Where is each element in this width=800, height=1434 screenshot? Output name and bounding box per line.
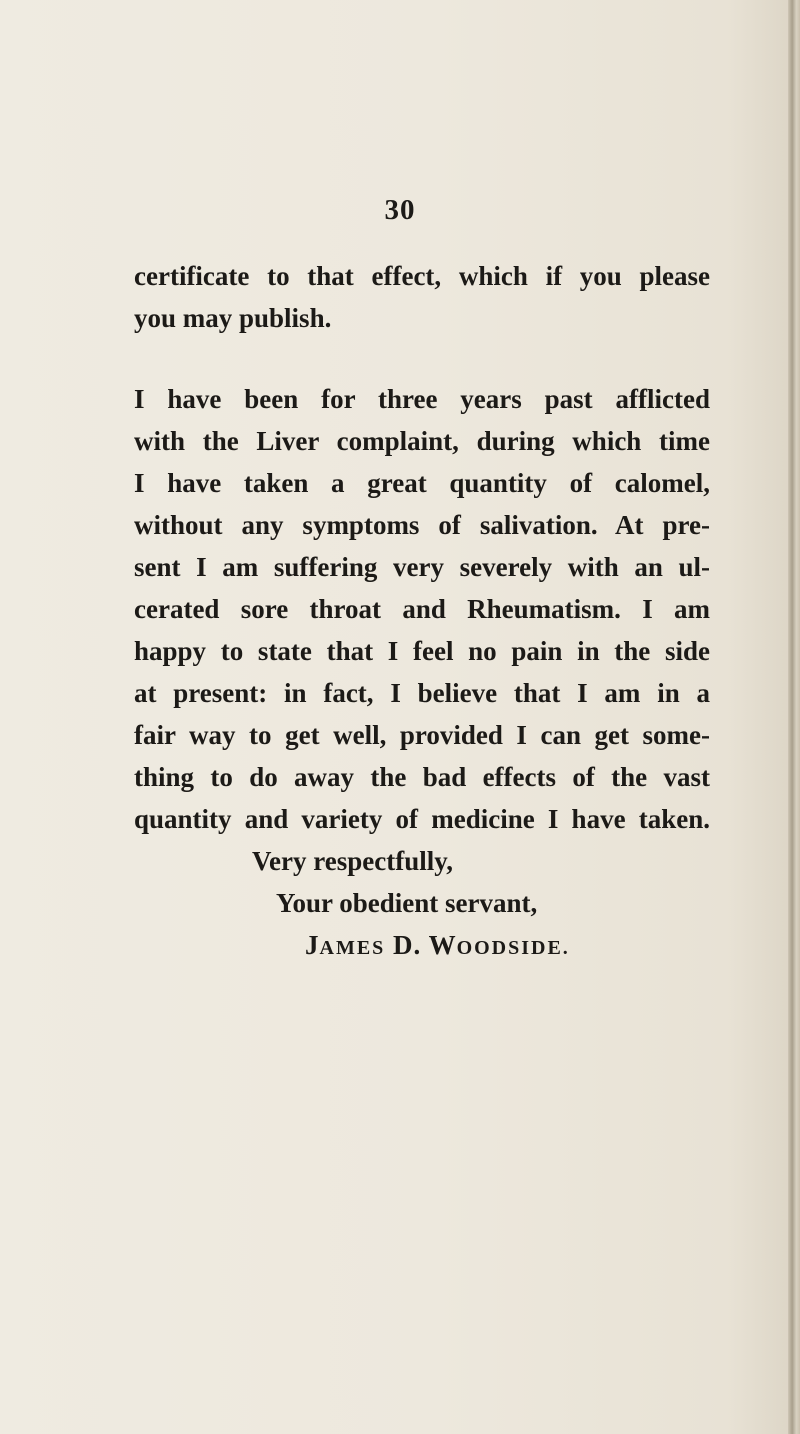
paragraph-1 [134,255,710,339]
closing [134,840,710,969]
text-line: I have been for three years past afflicted [134,384,710,414]
text-line: happy to state that I feel no pain in the side [134,636,710,666]
text-line: certificate to that effect, which if you please [134,261,710,291]
closing-servant: Your obedient servant, [276,888,538,918]
text-line: sent I am suffering very severely with an ul- [134,552,710,582]
text-line: you may publish. [134,303,332,333]
text-line: at present: in fact, I believe that I am in a [134,678,710,708]
signature-middle: D. [393,930,422,960]
paragraph-gap [134,339,710,378]
text-line: fair way to get well, provided I can get some- [134,720,710,750]
closing-salutation: Very respectfully, [252,846,453,876]
signature-first-rest: AMES [319,937,386,959]
page-number: 30 [384,194,416,226]
paragraph-2 [134,378,710,840]
text-line: I have taken a great quantity of calomel, [134,468,710,498]
signature-initial-first: J [305,930,320,960]
signature-initial-last: W [428,930,457,960]
signature-last-rest: OODSIDE. [456,937,570,959]
text-line: without any symptoms of salivation. At pre- [134,510,710,540]
letter-text [134,255,710,969]
signature-name [134,924,710,969]
text-line: quantity and variety of medicine I have taken. [134,804,710,834]
page-edge [788,0,800,1434]
text-line: cerated sore throat and Rheumatism. I am [134,594,710,624]
text-line: thing to do away the bad effects of the vast [134,762,710,792]
text-line: with the Liver complaint, during which time [134,426,710,456]
